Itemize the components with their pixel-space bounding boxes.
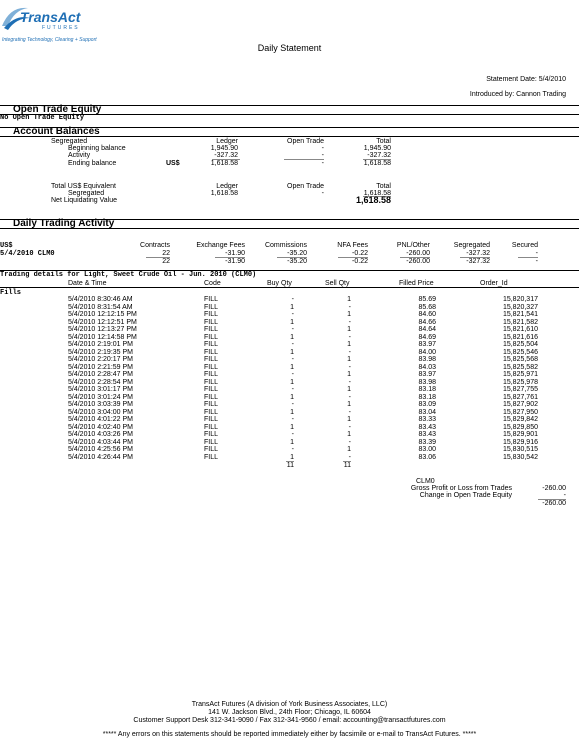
fill-order: 15,829,901 bbox=[502, 431, 538, 438]
fill-price: 83.43 bbox=[418, 423, 436, 431]
fill-datetime: 5/4/2010 12:13:27 PM bbox=[68, 326, 137, 333]
fill-price: 85.68 bbox=[418, 303, 436, 311]
fill-buy: - bbox=[291, 431, 294, 438]
hdr-code: Code bbox=[204, 280, 221, 287]
row-commissions: -35.20 bbox=[287, 250, 307, 257]
fill-price: 84.66 bbox=[418, 318, 436, 326]
total-exchange-fees: -31.90 bbox=[225, 258, 245, 265]
trading-row-label: 5/4/2010 CLM0 bbox=[0, 250, 55, 258]
fill-order: 15,821,616 bbox=[502, 333, 538, 341]
fill-order: 15,825,978 bbox=[502, 378, 538, 386]
fill-sell: - bbox=[348, 363, 351, 371]
col-total: Total bbox=[376, 138, 391, 145]
trading-details-title: Trading details for Light, Sweet Crude Oil - Jun. 2010 (CLM0) bbox=[0, 271, 257, 279]
fill-buy: 1 bbox=[290, 333, 294, 341]
fill-order: 15,821,610 bbox=[502, 326, 538, 333]
fills-label: Fills bbox=[0, 289, 22, 297]
footer-notice: ***** Any errors on this statements should be reported immediately either by facsimile or e-mail to TransAct Futures. ***** bbox=[102, 731, 477, 738]
logo-sub: FUTURES bbox=[42, 25, 80, 31]
fill-price: 83.09 bbox=[418, 401, 436, 408]
hdr-secured: Secured bbox=[511, 242, 538, 249]
fill-datetime: 5/4/2010 2:28:47 PM bbox=[68, 371, 133, 378]
fill-datetime: 5/4/2010 3:01:17 PM bbox=[68, 386, 133, 393]
fill-order: 15,827,902 bbox=[502, 401, 538, 408]
fill-buy: - bbox=[291, 341, 294, 348]
fill-sell: - bbox=[348, 348, 351, 356]
balance-open: - bbox=[321, 152, 324, 159]
fill-datetime: 5/4/2010 2:28:54 PM bbox=[68, 378, 133, 386]
balance-open: - bbox=[321, 145, 324, 152]
fill-sell: - bbox=[348, 303, 351, 311]
fill-order: 15,830,542 bbox=[502, 453, 538, 461]
fill-order: 15,821,541 bbox=[502, 311, 538, 318]
fill-datetime: 5/4/2010 12:14:58 PM bbox=[68, 333, 137, 341]
balance-ledger: 1,618.58 bbox=[210, 160, 238, 167]
fill-price: 83.18 bbox=[418, 393, 436, 401]
balance-label: Ending balance bbox=[68, 160, 117, 167]
fill-buy: - bbox=[291, 401, 294, 408]
trading-currency: US$ bbox=[0, 242, 13, 250]
fill-buy: - bbox=[291, 296, 294, 303]
fill-code: FILL bbox=[204, 356, 219, 363]
fill-buy: 1 bbox=[290, 438, 294, 446]
fill-sell: 1 bbox=[347, 356, 351, 363]
divider bbox=[0, 287, 579, 288]
fill-buy: - bbox=[291, 311, 294, 318]
divider bbox=[0, 136, 579, 137]
total-segregated: -327.32 bbox=[466, 258, 490, 265]
fill-code: FILL bbox=[204, 318, 219, 326]
fill-datetime: 5/4/2010 8:30:46 AM bbox=[68, 296, 133, 303]
fill-price: 83.18 bbox=[418, 386, 436, 393]
fill-datetime: 5/4/2010 2:19:35 PM bbox=[68, 348, 133, 356]
footer-contact: Customer Support Desk 312-341-9090 / Fax 312-341-9560 / email: accounting@transactfutures.com bbox=[133, 717, 446, 724]
fill-price: 83.43 bbox=[418, 431, 436, 438]
fill-order: 15,829,850 bbox=[502, 423, 538, 431]
row-nfa-fees: -0.22 bbox=[352, 250, 368, 257]
total-nfa-fees: -0.22 bbox=[352, 258, 368, 265]
page-title: Daily Statement bbox=[257, 43, 322, 53]
fill-datetime: 5/4/2010 2:20:17 PM bbox=[68, 356, 133, 363]
fill-order: 15,825,504 bbox=[502, 341, 538, 348]
fill-order: 15,827,761 bbox=[502, 393, 538, 401]
fill-code: FILL bbox=[204, 408, 219, 416]
section-account-balances: Account Balances bbox=[13, 126, 100, 137]
fill-price: 84.00 bbox=[418, 348, 436, 356]
fill-code: FILL bbox=[204, 326, 219, 333]
fill-sell: - bbox=[348, 393, 351, 401]
fill-order: 15,821,582 bbox=[502, 318, 538, 326]
fill-code: FILL bbox=[204, 423, 219, 431]
fill-sell: 1 bbox=[347, 341, 351, 348]
fill-buy: 1 bbox=[290, 408, 294, 416]
fill-order: 15,827,755 bbox=[502, 386, 538, 393]
col-open-trade-2: Open Trade bbox=[287, 183, 324, 190]
total-contracts: 22 bbox=[162, 258, 170, 265]
fill-price: 83.97 bbox=[418, 371, 436, 378]
balance-label: Beginning balance bbox=[68, 145, 126, 152]
fill-code: FILL bbox=[204, 348, 219, 356]
fill-datetime: 5/4/2010 2:21:59 PM bbox=[68, 363, 133, 371]
total-seg-total: 1,618.58 bbox=[363, 190, 391, 197]
fill-sell: - bbox=[348, 423, 351, 431]
fill-datetime: 5/4/2010 3:03:39 PM bbox=[68, 401, 133, 408]
hdr-sell: Sell Qty bbox=[325, 280, 350, 287]
hdr-order: Order_Id bbox=[480, 280, 508, 287]
total-seg-ledger: 1,618.58 bbox=[210, 190, 238, 197]
fill-price: 84.03 bbox=[418, 363, 436, 371]
fill-buy: 1 bbox=[290, 453, 294, 461]
footer-company: TransAct Futures (A division of York Business Associates, LLC) bbox=[191, 701, 388, 708]
fill-datetime: 5/4/2010 12:12:51 PM bbox=[68, 318, 137, 326]
fill-buy: - bbox=[291, 386, 294, 393]
fill-code: FILL bbox=[204, 363, 219, 371]
hdr-commissions: Commissions bbox=[264, 242, 307, 249]
fill-datetime: 5/4/2010 8:31:54 AM bbox=[68, 303, 133, 311]
fill-price: 83.98 bbox=[418, 378, 436, 386]
fill-code: FILL bbox=[204, 311, 219, 318]
fill-price: 84.69 bbox=[418, 333, 436, 341]
hdr-contracts: Contracts bbox=[140, 242, 170, 249]
fill-buy: - bbox=[291, 446, 294, 453]
fill-buy: - bbox=[291, 356, 294, 363]
section-open-trade-equity: Open Trade Equity bbox=[13, 104, 102, 115]
fill-sell: 1 bbox=[347, 446, 351, 453]
fill-sell: 1 bbox=[347, 401, 351, 408]
fill-sell: - bbox=[348, 318, 351, 326]
fill-datetime: 5/4/2010 3:04:00 PM bbox=[68, 408, 133, 416]
hdr-buy: Buy Qty bbox=[267, 280, 292, 287]
fill-buy: 1 bbox=[290, 303, 294, 311]
fill-order: 15,825,568 bbox=[502, 356, 538, 363]
fill-order: 15,825,971 bbox=[502, 371, 538, 378]
fill-code: FILL bbox=[204, 378, 219, 386]
fill-price: 83.39 bbox=[418, 438, 436, 446]
fill-code: FILL bbox=[204, 386, 219, 393]
fill-price: 84.60 bbox=[418, 311, 436, 318]
transact-logo bbox=[0, 0, 96, 46]
fill-sell: - bbox=[348, 333, 351, 341]
col-ledger-2: Ledger bbox=[216, 183, 238, 190]
fill-code: FILL bbox=[204, 438, 219, 446]
fill-datetime: 5/4/2010 2:19:01 PM bbox=[68, 341, 133, 348]
fills-total-buy: 11 bbox=[286, 462, 294, 469]
total-secured: - bbox=[535, 258, 538, 265]
fill-order: 15,827,950 bbox=[502, 408, 538, 416]
fill-order: 15,820,327 bbox=[502, 303, 538, 311]
fill-datetime: 5/4/2010 3:01:24 PM bbox=[68, 393, 133, 401]
balance-ledger: -327.32 bbox=[214, 152, 238, 159]
total-seg-label: Segregated bbox=[68, 190, 105, 197]
fill-buy: 1 bbox=[290, 318, 294, 326]
col-ledger: Ledger bbox=[216, 138, 238, 145]
statement-date: Statement Date: 5/4/2010 bbox=[486, 76, 566, 83]
fill-buy: 1 bbox=[290, 363, 294, 371]
hdr-datetime: Date & Time bbox=[68, 280, 107, 287]
fill-code: FILL bbox=[204, 341, 219, 348]
fill-code: FILL bbox=[204, 401, 219, 408]
fill-code: FILL bbox=[204, 296, 219, 303]
logo-name: TransAct bbox=[20, 9, 81, 25]
introduced-by: Introduced by: Cannon Trading bbox=[469, 91, 566, 98]
hdr-nfa-fees: NFA Fees bbox=[337, 242, 368, 249]
fill-sell: 1 bbox=[347, 431, 351, 438]
fill-code: FILL bbox=[204, 333, 219, 341]
total-pnl: -260.00 bbox=[406, 258, 430, 265]
footer-address: 141 W. Jackson Blvd., 24th Floor; Chicago, IL 60604 bbox=[208, 709, 371, 716]
balance-open: - bbox=[321, 160, 324, 167]
fill-datetime: 5/4/2010 4:01:22 PM bbox=[68, 416, 133, 423]
fill-sell: - bbox=[348, 453, 351, 461]
balance-total: 1,945.90 bbox=[363, 145, 391, 152]
section-daily-trading: Daily Trading Activity bbox=[13, 218, 115, 229]
row-segregated: -327.32 bbox=[466, 250, 490, 257]
hdr-segregated: Segregated bbox=[453, 242, 490, 249]
fill-sell: - bbox=[348, 438, 351, 446]
divider bbox=[0, 114, 579, 115]
net-liq-label: Net Liquidating Value bbox=[51, 197, 118, 204]
balance-total: 1,618.58 bbox=[363, 160, 391, 167]
fill-buy: - bbox=[291, 371, 294, 378]
fill-sell: 1 bbox=[347, 386, 351, 393]
row-pnl: -260.00 bbox=[406, 250, 430, 257]
fill-datetime: 5/4/2010 4:25:56 PM bbox=[68, 446, 133, 453]
fill-buy: - bbox=[291, 416, 294, 423]
segregated-label: Segregated bbox=[51, 138, 88, 145]
row-exchange-fees: -31.90 bbox=[225, 250, 245, 257]
fill-code: FILL bbox=[204, 431, 219, 438]
fill-code: FILL bbox=[204, 446, 219, 453]
fill-sell: 1 bbox=[347, 371, 351, 378]
fill-buy: 1 bbox=[290, 423, 294, 431]
col-total-2: Total bbox=[376, 183, 391, 190]
fill-price: 83.97 bbox=[418, 341, 436, 348]
logo-tagline: Integrating Technology, Clearing + Support bbox=[2, 37, 97, 43]
fill-datetime: 5/4/2010 4:02:40 PM bbox=[68, 423, 133, 431]
fill-price: 83.04 bbox=[418, 408, 436, 416]
fill-order: 15,829,842 bbox=[502, 416, 538, 423]
fill-order: 15,825,582 bbox=[502, 363, 538, 371]
fill-order: 15,830,515 bbox=[502, 446, 538, 453]
divider bbox=[0, 228, 579, 229]
change-label: Change in Open Trade Equity bbox=[419, 492, 512, 499]
total-seg-open: - bbox=[321, 190, 324, 197]
fill-datetime: 5/4/2010 4:03:26 PM bbox=[68, 431, 133, 438]
fill-datetime: 5/4/2010 12:12:15 PM bbox=[68, 311, 137, 318]
balance-currency: US$ bbox=[166, 160, 180, 167]
gross-label: Gross Profit or Loss from Trades bbox=[410, 485, 512, 492]
summary-symbol: CLM0 bbox=[416, 478, 435, 485]
balance-label: Activity bbox=[68, 152, 91, 159]
gross-value: -260.00 bbox=[542, 485, 566, 492]
fill-buy: 1 bbox=[290, 378, 294, 386]
fill-code: FILL bbox=[204, 371, 219, 378]
fill-code: FILL bbox=[204, 453, 219, 461]
fill-buy: 1 bbox=[290, 348, 294, 356]
fill-sell: 1 bbox=[347, 326, 351, 333]
fill-sell: 1 bbox=[347, 311, 351, 318]
fill-price: 83.98 bbox=[418, 356, 436, 363]
fill-buy: - bbox=[291, 326, 294, 333]
no-open-trade-equity: No Open Trade Equity bbox=[0, 114, 85, 122]
fill-datetime: 5/4/2010 4:26:44 PM bbox=[68, 453, 133, 461]
fills-total-sell: 11 bbox=[343, 462, 351, 469]
hdr-price: Filled Price bbox=[399, 280, 434, 287]
fill-buy: 1 bbox=[290, 393, 294, 401]
fill-code: FILL bbox=[204, 416, 219, 423]
fill-price: 84.64 bbox=[418, 326, 436, 333]
fill-sell: 1 bbox=[347, 296, 351, 303]
fill-datetime: 5/4/2010 4:03:44 PM bbox=[68, 438, 133, 446]
fill-sell: - bbox=[348, 408, 351, 416]
fill-price: 83.06 bbox=[418, 453, 436, 461]
fill-code: FILL bbox=[204, 303, 219, 311]
fill-sell: - bbox=[348, 378, 351, 386]
row-secured: - bbox=[535, 250, 538, 257]
summary-total: -260.00 bbox=[542, 500, 566, 507]
fill-sell: 1 bbox=[347, 416, 351, 423]
total-commissions: -35.20 bbox=[287, 258, 307, 265]
net-liq-value: 1,618.58 bbox=[355, 195, 391, 205]
hdr-exchange-fees: Exchange Fees bbox=[196, 242, 245, 249]
balance-ledger: 1,945.90 bbox=[210, 145, 238, 152]
row-contracts: 22 bbox=[162, 250, 170, 257]
fill-order: 15,829,916 bbox=[502, 438, 538, 446]
total-equiv-label: Total US$ Equivalent bbox=[51, 183, 116, 190]
col-open-trade: Open Trade bbox=[287, 138, 324, 145]
fill-order: 15,825,546 bbox=[502, 348, 538, 356]
fill-order: 15,820,317 bbox=[502, 296, 538, 303]
hdr-pnl: PNL/Other bbox=[396, 242, 430, 249]
fill-code: FILL bbox=[204, 393, 219, 401]
change-value: - bbox=[563, 492, 566, 499]
fill-price: 83.33 bbox=[418, 416, 436, 423]
fill-price: 85.69 bbox=[418, 296, 436, 303]
fill-price: 83.00 bbox=[418, 446, 436, 453]
balance-total: -327.32 bbox=[367, 152, 391, 159]
